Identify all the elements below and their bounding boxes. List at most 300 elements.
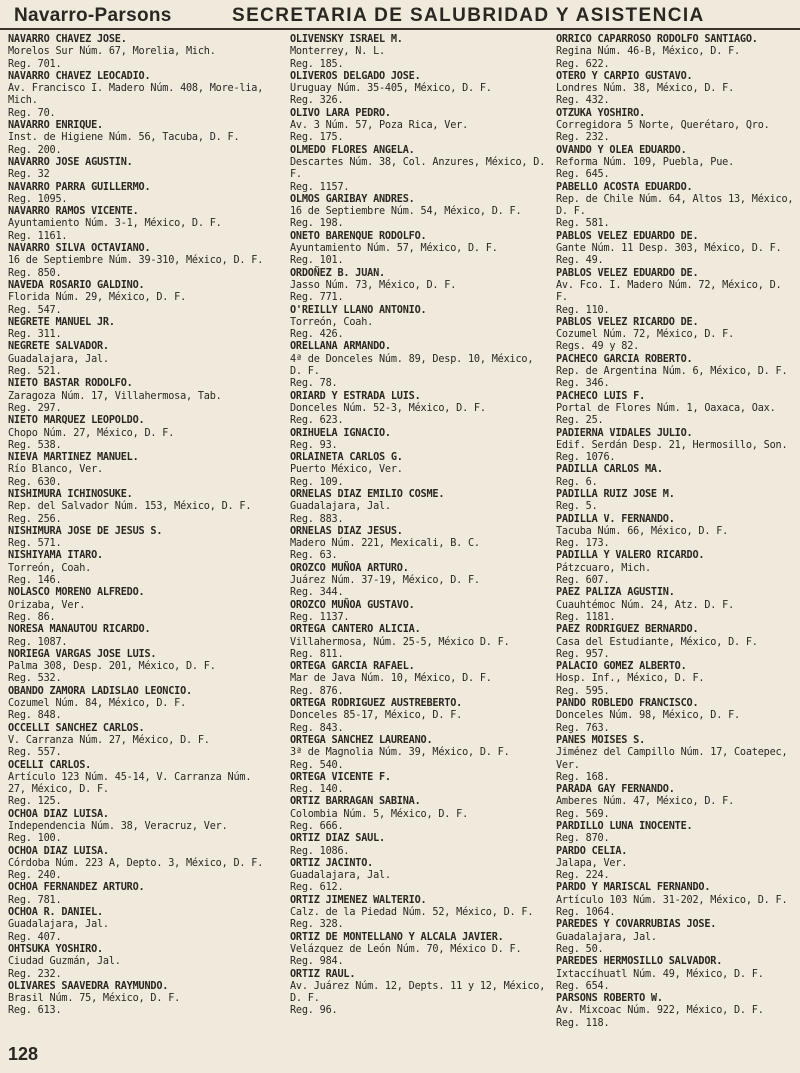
entry-name: NAVEDA ROSARIO GALDINO. [8, 279, 145, 291]
directory-entry [556, 624, 796, 661]
entry-registration: Reg. 521. [8, 366, 62, 378]
entry-registration: Reg. 256. [8, 513, 62, 525]
entry-registration: Reg. 70. [8, 107, 56, 119]
entry-registration: Reg. 93. [290, 439, 338, 451]
entry-name: PACHECO LUIS F. [556, 390, 646, 402]
entry-registration: Reg. 1087. [8, 636, 68, 648]
directory-entry [8, 71, 270, 120]
entry-registration: Reg. 571. [8, 538, 62, 550]
entry-name: ORTEGA VICENTE F. [290, 771, 391, 783]
directory-entry [8, 649, 270, 686]
entry-registration: Reg. 870. [556, 833, 610, 845]
entry-name: NISHIMURA JOSE DE JESUS S. [8, 525, 163, 537]
entry-address: Torreón, Coah. [8, 562, 92, 574]
entry-name: ORTEGA RODRIGUEZ AUSTREBERTO. [290, 698, 463, 710]
directory-entry [290, 772, 548, 797]
entry-name: PACHECO GARCIA ROBERTO. [556, 353, 693, 365]
entry-registration: Reg. 224. [556, 870, 610, 882]
entry-registration: Reg. 876. [290, 685, 344, 697]
entry-name: NAVARRO PARRA GUILLERMO. [8, 181, 151, 193]
directory-entry [290, 600, 548, 625]
entry-registration: Reg. 232. [556, 132, 610, 144]
entry-name: ORTIZ DIAZ SAUL. [290, 833, 385, 845]
entry-registration: Reg. 781. [8, 894, 62, 906]
directory-entry [556, 846, 796, 883]
directory-entry [556, 182, 796, 231]
directory-entry [556, 550, 796, 587]
entry-registration: Reg. 1181. [556, 611, 616, 623]
entry-registration: Reg. 630. [8, 476, 62, 488]
directory-entry [556, 514, 796, 551]
directory-entry [556, 661, 796, 698]
directory-entry [556, 71, 796, 108]
entry-address: Orizaba, Ver. [8, 599, 86, 611]
entry-address: Cozumel Núm. 72, México, D. F. [556, 329, 735, 341]
directory-entry [290, 624, 548, 661]
entry-name: ORNELAS DIAZ JESUS. [290, 525, 403, 537]
entry-name: ORDOÑEZ B. JUAN. [290, 267, 385, 279]
directory-entry [8, 317, 270, 342]
entry-registration: Reg. 50. [556, 943, 604, 955]
entry-name: PADILLA V. FERNANDO. [556, 513, 675, 525]
entry-name: ORTIZ BARRAGAN SABINA. [290, 796, 421, 808]
entry-address: Córdoba Núm. 223 A, Depto. 3, México, D. F. [8, 857, 264, 869]
entry-registration: Reg. 1076. [556, 452, 616, 464]
entry-address: Jiménez del Campillo Núm. 17, Coatepec, Ver. [556, 747, 788, 771]
directory-entry [8, 34, 270, 71]
entry-name: ORLAINETA CARLOS G. [290, 452, 403, 464]
directory-entry [290, 391, 548, 428]
entry-registration: Reg. 1086. [290, 845, 350, 857]
entry-registration: Reg. 843. [290, 722, 344, 734]
entry-registration: Reg. 883. [290, 513, 344, 525]
entry-registration: Reg. 957. [556, 648, 610, 660]
directory-entry [556, 735, 796, 784]
entry-name: OLIVEROS DELGADO JOSE. [290, 70, 421, 82]
directory-entry [8, 182, 270, 207]
entry-address: Rep. de Chile Núm. 64, Altos 13, México, D. F. [556, 193, 794, 218]
directory-entry [8, 120, 270, 157]
directory-entry [290, 895, 548, 932]
entry-registration: Reg. 811. [290, 648, 344, 660]
entry-registration: Reg. 240. [8, 870, 62, 882]
entry-address: Ixtaccíhuatl Núm. 49, México, D. F. [556, 968, 764, 980]
directory-entry [8, 882, 270, 907]
entry-name: NAVARRO RAMOS VICENTE. [8, 206, 139, 218]
entry-name: PABLOS VELEZ EDUARDO DE. [556, 267, 699, 279]
directory-entry [290, 194, 548, 231]
entry-name: PANES MOISES S. [556, 734, 646, 746]
entry-address: Av. 3 Núm. 57, Poza Rica, Ver. [290, 120, 469, 132]
entry-registration: Reg. 557. [8, 747, 62, 759]
entry-address: Artículo 103 Núm. 31-202, México, D. F. [556, 894, 788, 906]
entry-address: Rep. del Salvador Núm. 153, México, D. F. [8, 501, 252, 513]
directory-entry [556, 145, 796, 182]
directory-entry [556, 698, 796, 735]
entry-name: ORIARD Y ESTRADA LUIS. [290, 390, 421, 402]
entry-address: Brasil Núm. 75, México, D. F. [8, 993, 181, 1005]
entry-address: Guadalajara, Jal. [290, 870, 391, 882]
directory-entry [8, 907, 270, 944]
entry-address: Zaragoza Núm. 17, Villahermosa, Tab. [8, 390, 222, 402]
entry-name: OCHOA R. DANIEL. [8, 907, 103, 919]
entry-registration: Reg. 146. [8, 575, 62, 587]
entry-name: OCHOA DIAZ LUISA. [8, 808, 109, 820]
entry-name: PADILLA RUIZ JOSE M. [556, 488, 675, 500]
entry-address: Av. Mixcoac Núm. 922, México, D. F. [556, 1005, 764, 1017]
entry-address: 4ª de Donceles Núm. 89, Desp. 10, México, D. F. [290, 353, 534, 378]
entry-registration: Reg. 595. [556, 685, 610, 697]
entry-address: Donceles Núm. 98, México, D. F. [556, 710, 740, 722]
directory-entry [556, 784, 796, 821]
directory-entry [8, 280, 270, 317]
entry-name: PARDO CELIA. [556, 845, 628, 857]
entry-name: ORRICO CAPARROSO RODOLFO SANTIAGO. [556, 34, 758, 45]
entry-registration: Reg. 311. [8, 329, 62, 341]
entry-address: Regina Núm. 46-B, México, D. F. [556, 46, 740, 58]
entry-address: Gante Núm. 11 Desp. 303, México, D. F. [556, 243, 782, 255]
entry-address: Calz. de la Piedad Núm. 52, México, D. F. [290, 907, 534, 919]
entry-name: ORTEGA SANCHEZ LAUREANO. [290, 734, 433, 746]
entry-address: Chopo Núm. 27, México, D. F. [8, 427, 175, 439]
entry-name: PARDO Y MARISCAL FERNANDO. [556, 882, 711, 894]
entry-address: Corregidora 5 Norte, Querétaro, Qro. [556, 120, 770, 132]
directory-entry [290, 661, 548, 698]
directory-column-3 [556, 34, 796, 1030]
entry-name: PABELLO ACOSTA EDUARDO. [556, 181, 693, 193]
entry-registration: Reg. 540. [290, 759, 344, 771]
directory-entry [556, 391, 796, 428]
entry-registration: Reg. 701. [8, 58, 62, 70]
entry-registration: Reg. 432. [556, 95, 610, 107]
entry-name: OLMEDO FLORES ANGELA. [290, 144, 415, 156]
entry-name: OLIVARES SAAVEDRA RAYMUNDO. [8, 980, 169, 992]
entry-registration: Reg. 607. [556, 575, 610, 587]
entry-address: V. Carranza Núm. 27, México, D. F. [8, 734, 210, 746]
entry-name: OTZUKA YOSHIRO. [556, 107, 646, 119]
directory-entry [290, 489, 548, 526]
directory-column-1 [8, 34, 270, 1018]
directory-entry [8, 452, 270, 489]
entry-address: Torreón, Coah. [290, 316, 374, 328]
directory-entry [290, 305, 548, 342]
entry-registration: Reg. 109. [290, 476, 344, 488]
entry-name: OLIVENSKY ISRAEL M. [290, 34, 403, 45]
directory-entry [556, 268, 796, 317]
directory-entry [556, 489, 796, 514]
entry-name: OROZCO MUÑOA ARTURO. [290, 562, 409, 574]
directory-entry [290, 796, 548, 833]
directory-entry [8, 157, 270, 182]
entry-registration: Reg. 654. [556, 980, 610, 992]
entry-registration: Reg. 407. [8, 931, 62, 943]
directory-entry [290, 932, 548, 969]
entry-name: ORTEGA CANTERO ALICIA. [290, 624, 421, 636]
entry-name: OTERO Y CARPIO GUSTAVO. [556, 70, 693, 82]
directory-entry [290, 698, 548, 735]
entry-name: OCCELLI SANCHEZ CARLOS. [8, 722, 145, 734]
directory-entry [8, 415, 270, 452]
entry-address: Cozumel Núm. 84, México, D. F. [8, 698, 187, 710]
entry-name: PANDO ROBLEDO FRANCISCO. [556, 698, 699, 710]
entry-address: Jalapa, Ver. [556, 857, 628, 869]
entry-address: Londres Núm. 38, México, D. F. [556, 83, 735, 95]
entry-name: PALACIO GOMEZ ALBERTO. [556, 661, 687, 673]
directory-entry [8, 981, 270, 1018]
entry-name: NAVARRO ENRIQUE. [8, 120, 103, 132]
directory-entry [290, 735, 548, 772]
directory-entry [8, 206, 270, 243]
directory-entry [556, 34, 796, 71]
directory-entry [8, 550, 270, 587]
directory-entry [8, 686, 270, 723]
entry-registration: Reg. 623. [290, 415, 344, 427]
entry-name: PAREDES Y COVARRUBIAS JOSE. [556, 919, 717, 931]
running-head-title: SECRETARIA DE SALUBRIDAD Y ASISTENCIA [232, 5, 705, 26]
entry-registration: Reg. 168. [556, 771, 610, 783]
running-head-range: Navarro-Parsons [14, 5, 172, 26]
entry-registration: Reg. 96. [290, 1005, 338, 1017]
entry-registration: Reg. 200. [8, 144, 62, 156]
entry-address: Jasso Núm. 73, México, D. F. [290, 279, 457, 291]
entry-name: PABLOS VELEZ EDUARDO DE. [556, 230, 699, 242]
directory-entry [290, 428, 548, 453]
directory-entry [556, 428, 796, 465]
entry-name: ORTIZ DE MONTELLANO Y ALCALA JAVIER. [290, 931, 504, 943]
entry-registration: Reg. 1064. [556, 907, 616, 919]
entry-address: 3ª de Magnolia Núm. 39, México, D. F. [290, 747, 510, 759]
entry-name: PADILLA Y VALERO RICARDO. [556, 550, 705, 562]
entry-name: PADILLA CARLOS MA. [556, 464, 663, 476]
directory-entry [290, 145, 548, 194]
entry-registration: Reg. 25. [556, 415, 604, 427]
entry-registration: Reg. 426. [290, 329, 344, 341]
entry-name: PABLOS VELEZ RICARDO DE. [556, 316, 699, 328]
entry-name: ORTIZ RAUL. [290, 968, 356, 980]
directory-entry [290, 526, 548, 563]
directory-entry [8, 944, 270, 981]
entry-registration: Reg. 581. [556, 218, 610, 230]
entry-registration: Reg. 344. [290, 587, 344, 599]
entry-address: Colombia Núm. 5, México, D. F. [290, 808, 469, 820]
directory-entry [556, 882, 796, 919]
entry-registration: Reg. 1095. [8, 193, 68, 205]
directory-entry [290, 268, 548, 305]
entry-name: OVANDO Y OLEA EDUARDO. [556, 144, 687, 156]
directory-entry [556, 108, 796, 145]
entry-registration: Reg. 175. [290, 132, 344, 144]
entry-address: Cuauhtémoc Núm. 24, Atz. D. F. [556, 599, 735, 611]
entry-address: Av. Francisco I. Madero Núm. 408, More-lia, Mich. [8, 83, 264, 107]
entry-registration: Reg. 198. [290, 218, 344, 230]
entry-registration: Reg. 1157. [290, 181, 350, 193]
directory-entry [8, 624, 270, 649]
entry-address: Reforma Núm. 109, Puebla, Pue. [556, 156, 735, 168]
entry-registration: Reg. 612. [290, 882, 344, 894]
directory-entry [556, 956, 796, 993]
directory-entry [556, 587, 796, 624]
entry-name: OCELLI CARLOS. [8, 759, 92, 771]
directory-entry [290, 452, 548, 489]
entry-address: Puerto México, Ver. [290, 464, 403, 476]
entry-address: Donceles 85-17, México, D. F. [290, 710, 463, 722]
entry-registration: Reg. 297. [8, 402, 62, 414]
directory-entry [556, 919, 796, 956]
entry-name: NORESA MANAUTOU RICARDO. [8, 624, 151, 636]
entry-address: Río Blanco, Ver. [8, 464, 103, 476]
entry-registration: Reg. 185. [290, 58, 344, 70]
entry-name: OROZCO MUÑOA GUSTAVO. [290, 599, 415, 611]
entry-registration: Reg. 101. [290, 255, 344, 267]
entry-registration: Reg. 173. [556, 538, 610, 550]
entry-registration: Reg. 763. [556, 722, 610, 734]
directory-entry [290, 833, 548, 858]
entry-registration: Reg. 538. [8, 439, 62, 451]
directory-entry [290, 108, 548, 145]
entry-registration: Reg. 984. [290, 956, 344, 968]
entry-name: NEGRETE SALVADOR. [8, 341, 109, 353]
entry-name: ORELLANA ARMANDO. [290, 341, 391, 353]
directory-entry [290, 231, 548, 268]
entry-name: ORNELAS DIAZ EMILIO COSME. [290, 488, 445, 500]
entry-name: NAVARRO JOSE AGUSTIN. [8, 156, 133, 168]
directory-entry [290, 969, 548, 1018]
directory-entry [8, 846, 270, 883]
entry-registration: Reg. 346. [556, 378, 610, 390]
entry-name: NIETO BASTAR RODOLFO. [8, 378, 133, 390]
entry-address: Ayuntamiento Núm. 3-1, México, D. F. [8, 218, 222, 230]
entry-address: Pátzcuaro, Mich. [556, 562, 651, 574]
entry-registration: Reg. 100. [8, 833, 62, 845]
entry-registration: Reg. 118. [556, 1017, 610, 1029]
entry-address: Inst. de Higiene Núm. 56, Tacuba, D. F. [8, 132, 240, 144]
entry-name: ONETO BARENQUE RODOLFO. [290, 230, 427, 242]
entry-registration: Reg. 63. [290, 550, 338, 562]
entry-name: ORTIZ JACINTO. [290, 857, 374, 869]
entry-name: PAREDES HERMOSILLO SALVADOR. [556, 956, 723, 968]
entry-registration: Reg. 32 [8, 169, 50, 181]
entry-registration: Reg. 850. [8, 267, 62, 279]
entry-name: OLIVO LARA PEDRO. [290, 107, 391, 119]
entry-address: Guadalajara, Jal. [8, 919, 109, 931]
entry-name: NORIEGA VARGAS JOSE LUIS. [8, 648, 157, 660]
entry-name: OCHOA DIAZ LUISA. [8, 845, 109, 857]
entry-name: NAVARRO CHAVEZ LEOCADIO. [8, 70, 151, 82]
entry-address: Villahermosa, Núm. 25-5, México D. F. [290, 636, 510, 648]
directory-column-2 [290, 34, 548, 1018]
entry-address: Guadalajara, Jal. [8, 353, 109, 365]
entry-name: OLMOS GARIBAY ANDRES. [290, 193, 415, 205]
entry-registration: Reg. 326. [290, 95, 344, 107]
entry-address: Independencia Núm. 38, Veracruz, Ver. [8, 821, 228, 832]
entry-name: ORTEGA GARCIA RAFAEL. [290, 661, 415, 673]
entry-address: Velázquez de León Núm. 70, México D. F. [290, 943, 522, 955]
page-header [0, 0, 800, 30]
directory-entry [8, 378, 270, 415]
directory-entry [8, 489, 270, 526]
entry-registration: Reg. 125. [8, 796, 62, 808]
entry-name: NOLASCO MORENO ALFREDO. [8, 587, 145, 599]
entry-name: NIEVA MARTINEZ MANUEL. [8, 452, 139, 464]
entry-address: Uruguay Núm. 35-405, México, D. F. [290, 83, 492, 95]
entry-address: Tacuba Núm. 66, México, D. F. [556, 525, 729, 537]
entry-registration: Reg. 771. [290, 292, 344, 304]
entry-registration: Reg. 328. [290, 919, 344, 931]
directory-entry [556, 231, 796, 268]
entry-address: Madero Núm. 221, Mexicali, B. C. [290, 538, 480, 550]
entry-registration: Reg. 232. [8, 968, 62, 980]
entry-address: Casa del Estudiante, México, D. F. [556, 636, 758, 648]
entry-registration: Reg. 5. [556, 501, 598, 513]
entry-name: ORTIZ JIMENEZ WALTERIO. [290, 894, 427, 906]
entry-address: Amberes Núm. 47, México, D. F. [556, 796, 735, 808]
entry-registration: Reg. 645. [556, 169, 610, 181]
entry-address: Guadalajara, Jal. [290, 501, 391, 513]
entry-address: Donceles Núm. 52-3, México, D. F. [290, 402, 486, 414]
directory-entry [8, 341, 270, 378]
entry-registration: Reg. 78. [290, 378, 338, 390]
entry-address: 16 de Septiembre Núm. 54, México, D. F. [290, 206, 522, 218]
entry-name: PARDILLO LUNA INOCENTE. [556, 821, 693, 832]
entry-address: Guadalajara, Jal. [556, 931, 657, 943]
entry-name: NEGRETE MANUEL JR. [8, 316, 115, 328]
entry-name: NISHIYAMA ITARO. [8, 550, 103, 562]
directory-entry [8, 723, 270, 760]
entry-address: Morelos Sur Núm. 67, Morelia, Mich. [8, 46, 216, 58]
entry-registration: Reg. 848. [8, 710, 62, 722]
entry-address: Ciudad Guzmán, Jal. [8, 956, 121, 968]
directory-entry [556, 821, 796, 846]
entry-address: Hosp. Inf., México, D. F. [556, 673, 705, 685]
entry-registration: Regs. 49 y 82. [556, 341, 640, 353]
entry-registration: Reg. 1137. [290, 611, 350, 623]
entry-name: OCHOA FERNANDEZ ARTURO. [8, 882, 145, 894]
entry-address: Edif. Serdán Desp. 21, Hermosillo, Son. [556, 439, 788, 451]
entry-address: Monterrey, N. L. [290, 46, 385, 58]
entry-registration: Reg. 666. [290, 821, 344, 832]
directory-entry [8, 243, 270, 280]
directory-entry [290, 34, 548, 71]
entry-registration: Reg. 110. [556, 304, 610, 316]
entry-name: O'REILLY LLANO ANTONIO. [290, 304, 427, 316]
entry-registration: Reg. 49. [556, 255, 604, 267]
directory-entry [556, 993, 796, 1030]
entry-address: Palma 308, Desp. 201, México, D. F. [8, 661, 216, 673]
entry-registration: Reg. 569. [556, 808, 610, 820]
directory-entry [290, 341, 548, 390]
directory-entry [556, 317, 796, 354]
entry-address: Artículo 123 Núm. 45-14, V. Carranza Núm. 27, México, D. F. [8, 771, 252, 796]
entry-name: ORIHUELA IGNACIO. [290, 427, 391, 439]
entry-name: PARADA GAY FERNANDO. [556, 784, 675, 796]
entry-name: OHTSUKA YOSHIRO. [8, 943, 103, 955]
entry-registration: Reg. 86. [8, 611, 56, 623]
entry-name: OBANDO ZAMORA LADISLAO LEONCIO. [8, 685, 192, 697]
entry-address: Av. Fco. I. Madero Núm. 72, México, D. F. [556, 279, 782, 304]
entry-registration: Reg. 6. [556, 476, 598, 488]
entry-registration: Reg. 1161. [8, 230, 68, 242]
entry-address: Av. Juárez Núm. 12, Depts. 11 y 12, México, D. F. [290, 980, 546, 1005]
directory-entry [556, 464, 796, 489]
entry-registration: Reg. 613. [8, 1005, 62, 1017]
entry-registration: Reg. 622. [556, 58, 610, 70]
page-number: 128 [8, 1044, 39, 1064]
directory-entry [290, 71, 548, 108]
entry-address: Rep. de Argentina Núm. 6, México, D. F. [556, 366, 788, 378]
entry-address: Juárez Núm. 37-19, México, D. F. [290, 575, 480, 587]
entry-name: PARSONS ROBERTO W. [556, 993, 663, 1005]
directory-entry [290, 858, 548, 895]
